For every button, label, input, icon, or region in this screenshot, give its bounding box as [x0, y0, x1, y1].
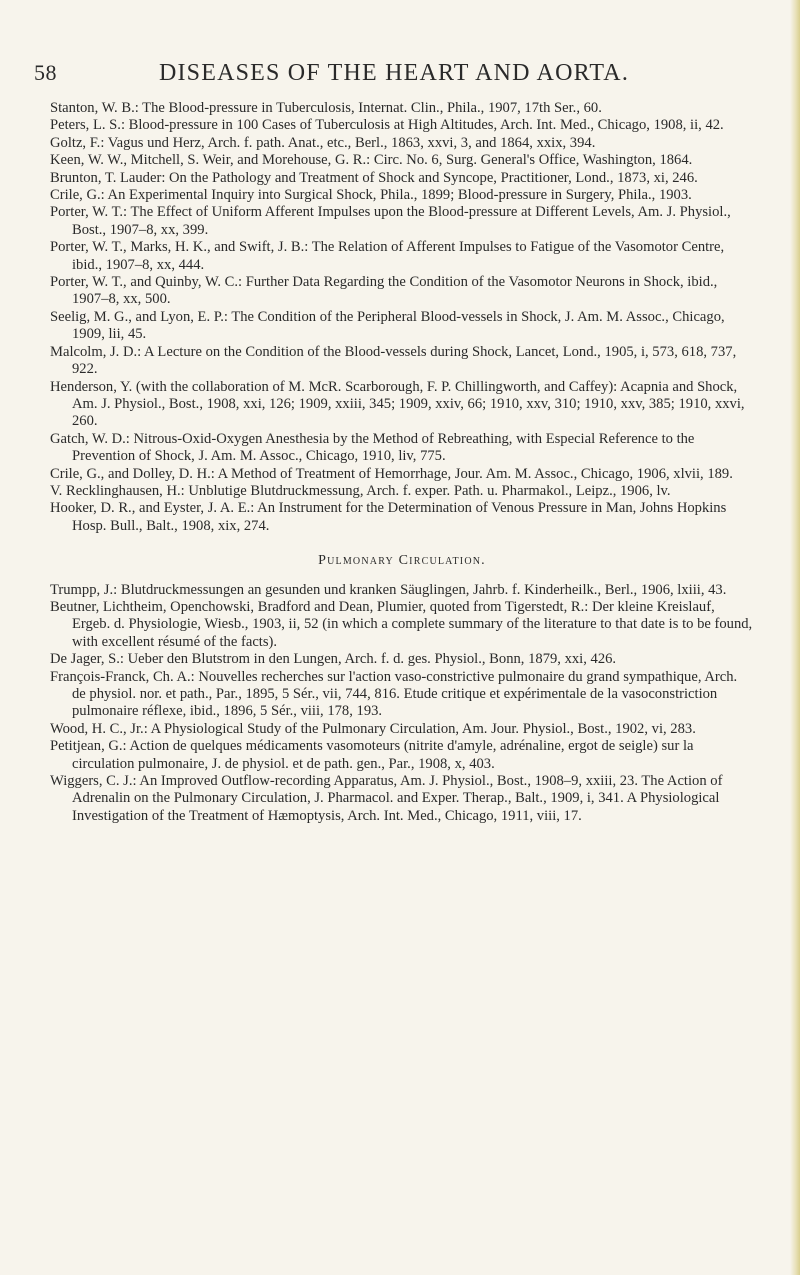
reference-item: Malcolm, J. D.: A Lecture on the Condition of the Blood-vessels during Shock, Lancet, Lond., 1905, i, 573, 618, 737, 922.: [50, 343, 737, 378]
page-number: 58: [34, 60, 57, 85]
reference-item: Keen, W. W., Mitchell, S. Weir, and Morehouse, G. R.: Circ. No. 6, Surg. General's Office, Washington, 1864.: [50, 152, 693, 169]
page-header: [34, 60, 754, 88]
reference-item: Seelig, M. G., and Lyon, E. P.: The Condition of the Peripheral Blood-vessels in Shock, J. Am. M. Assoc., Chicago, 1909, lii, 45.: [50, 308, 725, 343]
reference-item: Peters, L. S.: Blood-pressure in 100 Cases of Tuberculosis at High Altitudes, Arch. Int. Med., Chicago, 1908, ii, 42.: [50, 117, 724, 134]
reference-item: Porter, W. T.: The Effect of Uniform Afferent Impulses upon the Blood-pressure at Different Levels, Am. J. Physiol., Bost., 1907–8, xx, 399.: [50, 204, 731, 238]
reference-item: Crile, G., and Dolley, D. H.: A Method of Treatment of Hemorrhage, Jour. Am. M. Assoc., Chicago, 1906, xlvii, 189.: [50, 465, 733, 482]
reference-item: Petitjean, G.: Action de quelques médicaments vasomoteurs (nitrite d'amyle, adrénaline, ergot de seigle) sur la circulation pulmonaire, J. de physiol. et de path. gen., Par., 1908, x, 403.: [50, 738, 694, 772]
reference-item: V. Recklinghausen, H.: Unblutige Blutdruckmessung, Arch. f. exper. Path. u. Pharmakol., Leipz., 1906, lv.: [50, 482, 671, 499]
reference-item: Wiggers, C. J.: An Improved Outflow-recording Apparatus, Am. J. Physiol., Bost., 1908–9, xxiii, 23. The Action of Adrenalin on the Pulmonary Circulation, J. Pharmacol. and Exper. Therap., Balt., 1909, i, 341. A Physiological Investigation of the Treatment of Hæmoptysis, Arch. Int. Med., Chicago, 1911, viii, 17.: [50, 773, 723, 824]
reference-item: Beutner, Lichtheim, Openchowski, Bradford and Dean, Plumier, quoted from Tigerstedt, R.: Der kleine Kreislauf, Ergeb. d. Physiologie, Wiesb., 1903, ii, 52 (in which a complete summary of the literature to that date is to be found, with excellent résumé of the facts).: [50, 598, 753, 650]
reference-item: Hooker, D. R., and Eyster, J. A. E.: An Instrument for the Determination of Venous Pressure in Man, Johns Hopkins Hosp. Bull., Balt., 1908, xix, 274.: [50, 500, 727, 534]
reference-list: [50, 100, 754, 825]
page-edge: [790, 0, 800, 1275]
reference-item: Trumpp, J.: Blutdruckmessungen an gesunden und kranken Säuglingen, Jahrb. f. Kinderheilk., Berl., 1906, lxiii, 43.: [50, 581, 727, 598]
reference-item: Porter, W. T., and Quinby, W. C.: Further Data Regarding the Condition of the Vasomotor Neurons in Shock, ibid., 1907–8, xx, 500.: [50, 274, 718, 308]
reference-item: Brunton, T. Lauder: On the Pathology and Treatment of Shock and Syncope, Practitioner, Lond., 1873, xi, 246.: [50, 169, 698, 186]
running-title: DISEASES OF THE HEART AND AORTA.: [158, 60, 630, 86]
reference-item: De Jager, S.: Ueber den Blutstrom in den Lungen, Arch. f. d. ges. Physiol., Bonn, 1879, xxi, 426.: [50, 651, 617, 668]
reference-item: Porter, W. T., Marks, H. K., and Swift, J. B.: The Relation of Afferent Impulses to Fatigue of the Vasomotor Centre, ibid., 1907–8, xx, 444.: [50, 239, 725, 273]
section-heading: Pulmonary Circulation.: [318, 553, 486, 569]
reference-item: Gatch, W. D.: Nitrous-Oxid-Oxygen Anesthesia by the Method of Rebreathing, with Especial Reference to the Prevention of Shock, J. Am. M. Assoc., Chicago, 1910, liv, 775.: [50, 430, 695, 465]
reference-item: Wood, H. C., Jr.: A Physiological Study of the Pulmonary Circulation, Am. Jour. Physiol., Bost., 1902, vi, 283.: [50, 720, 696, 737]
reference-item: Goltz, F.: Vagus und Herz, Arch. f. path. Anat., etc., Berl., 1863, xxvi, 3, and 1864, xxix, 394.: [50, 134, 596, 151]
reference-item: Stanton, W. B.: The Blood-pressure in Tuberculosis, Internat. Clin., Phila., 1907, 17th Ser., 60.: [50, 100, 602, 116]
reference-item: François-Franck, Ch. A.: Nouvelles recherches sur l'action vaso-constrictive pulmonaire du grand sympathique, Arch. de physiol. nor. et path., Par., 1895, 5 Sér., vii, 744, 816. Etude critique et expérimentale de la vasoconstriction pulmonaire réflexe, ibid., 1896, 5 Sér., viii, 178, 193.: [50, 668, 738, 720]
reference-item: Henderson, Y. (with the collaboration of M. McR. Scarborough, F. P. Chillingworth, and Caffey): Acapnia and Shock, Am. J. Physiol., Bost., 1908, xxi, 126; 1909, xxiii, 345; 1909, xxiv, 66; 1910, xxv, 310; 1910, xxv, 385; 1910, xxvi, 260.: [50, 378, 745, 430]
reference-item: Crile, G.: An Experimental Inquiry into Surgical Shock, Phila., 1899; Blood-pressure in Surgery, Phila., 1903.: [50, 187, 692, 204]
